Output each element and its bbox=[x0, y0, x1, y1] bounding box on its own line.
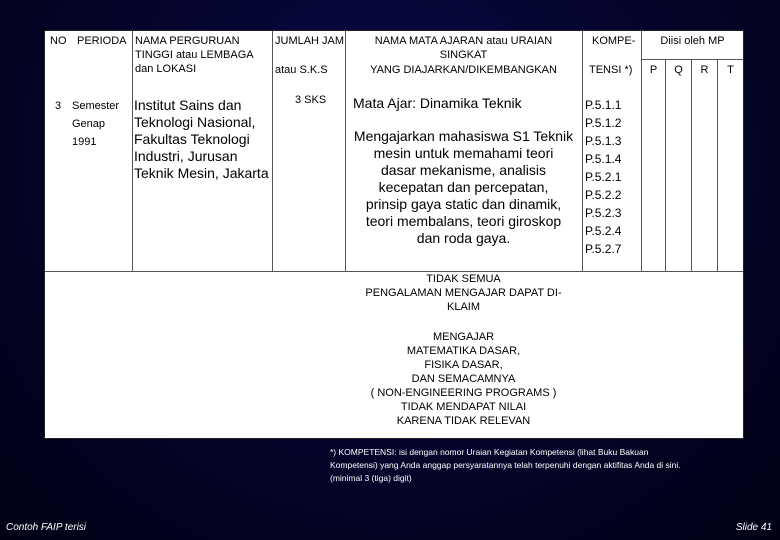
note-tidak-semua: TIDAK SEMUA bbox=[426, 273, 501, 285]
header-matkul-1: NAMA MATA AJARAN atau URAIAN bbox=[374, 35, 553, 47]
slide-number: Slide 41 bbox=[735, 522, 772, 533]
header-kompetensi-1: KOMPE- bbox=[592, 35, 636, 47]
row-uraian: prinsip gaya static dan dinamik, bbox=[365, 196, 562, 212]
row-uraian: kecepatan dan percepatan, bbox=[378, 179, 549, 195]
header-kompetensi-2: TENSI *) bbox=[589, 64, 633, 76]
header-perguruan-1: NAMA PERGURUAN bbox=[135, 35, 240, 47]
row-periode: Semester bbox=[72, 100, 120, 112]
note-tidak-semua: PENGALAMAN MENGAJAR DAPAT DI- bbox=[365, 287, 562, 299]
row-divider bbox=[45, 271, 743, 272]
row-kompetensi: P.5.2.1 bbox=[585, 170, 622, 184]
kompetensi-footnote bbox=[330, 446, 750, 485]
row-no: 3 bbox=[55, 100, 62, 112]
header-t: T bbox=[727, 64, 734, 76]
faip-table bbox=[44, 30, 744, 439]
row-kompetensi: P.5.1.1 bbox=[585, 98, 622, 112]
row-institusi: Fakultas Teknologi bbox=[134, 131, 250, 147]
header-perguruan-3: dan LOKASI bbox=[135, 63, 197, 75]
row-uraian: Mengajarkan mahasiswa S1 Teknik bbox=[353, 128, 574, 144]
row-kompetensi: P.5.2.2 bbox=[585, 188, 622, 202]
header-q: Q bbox=[674, 64, 683, 76]
header-perguruan-2: TINGGI atau LEMBAGA bbox=[135, 49, 254, 61]
row-periode: 1991 bbox=[72, 136, 97, 148]
footer-left: Contoh FAIP terisi bbox=[6, 522, 87, 533]
row-mata-ajar: Mata Ajar: Dinamika Teknik bbox=[353, 95, 522, 111]
header-no: NO bbox=[50, 35, 67, 47]
note-tidak-semua: KLAIM bbox=[446, 301, 480, 313]
footnote-line: Kompetensi) yang Anda anggap persyaratannya telah terpenuhi dengan aktifitas Anda di sini. bbox=[330, 460, 681, 470]
header-periode: PERIODA bbox=[77, 35, 127, 47]
header-matkul-2: SINGKAT bbox=[439, 49, 488, 61]
header-diisi: Diisi oleh MP bbox=[660, 35, 725, 47]
row-institusi: Institut Sains dan bbox=[134, 97, 242, 113]
subheader-divider bbox=[642, 59, 743, 60]
header-r: R bbox=[700, 64, 709, 76]
column-divider bbox=[691, 59, 692, 271]
note-non-engineering: MATEMATIKA DASAR, bbox=[406, 345, 521, 357]
row-kompetensi: P.5.2.7 bbox=[585, 242, 622, 256]
row-kompetensi: P.5.1.2 bbox=[585, 116, 622, 130]
note-non-engineering: FISIKA DASAR, bbox=[424, 359, 503, 371]
column-divider bbox=[582, 31, 583, 271]
note-non-engineering: KARENA TIDAK RELEVAN bbox=[396, 415, 531, 427]
column-divider bbox=[665, 59, 666, 271]
row-sks: 3 SKS bbox=[295, 94, 327, 106]
row-uraian: dan roda gaya. bbox=[416, 230, 511, 246]
row-uraian: dasar mekanisme, analisis bbox=[381, 162, 546, 178]
header-p: P bbox=[649, 64, 658, 76]
header-jam-1: JUMLAH JAM bbox=[275, 35, 345, 47]
column-divider bbox=[272, 31, 273, 271]
column-divider bbox=[717, 59, 718, 271]
row-kompetensi: P.5.1.3 bbox=[585, 134, 622, 148]
row-kompetensi: P.5.1.4 bbox=[585, 152, 622, 166]
row-kompetensi: P.5.2.3 bbox=[585, 206, 622, 220]
row-institusi: Industri, Jurusan bbox=[134, 148, 238, 164]
row-institusi: Teknik Mesin, Jakarta bbox=[134, 165, 269, 181]
row-institusi: Teknologi Nasional, bbox=[134, 114, 256, 130]
note-non-engineering: DAN SEMACAMNYA bbox=[411, 373, 516, 385]
footnote-line: *) KOMPETENSI: isi dengan nomor Uraian Kegiatan Kompetensi (lihat Buku Bakuan bbox=[330, 447, 649, 457]
header-jam-2: atau S.K.S bbox=[275, 64, 328, 76]
row-uraian: mesin untuk memahami teori bbox=[373, 145, 554, 161]
note-non-engineering: MENGAJAR bbox=[432, 331, 495, 343]
row-periode: Genap bbox=[72, 118, 106, 130]
row-kompetensi: P.5.2.4 bbox=[585, 224, 622, 238]
note-non-engineering: ( NON-ENGINEERING PROGRAMS ) bbox=[370, 387, 557, 399]
column-divider bbox=[132, 31, 133, 271]
footnote-line: (minimal 3 (tiga) digit) bbox=[330, 473, 412, 483]
header-matkul-3: YANG DIAJARKAN/DIKEMBANGKAN bbox=[370, 64, 557, 76]
note-non-engineering: TIDAK MENDAPAT NILAI bbox=[400, 401, 527, 413]
row-uraian: teori membalans, teori giroskop bbox=[365, 213, 562, 229]
